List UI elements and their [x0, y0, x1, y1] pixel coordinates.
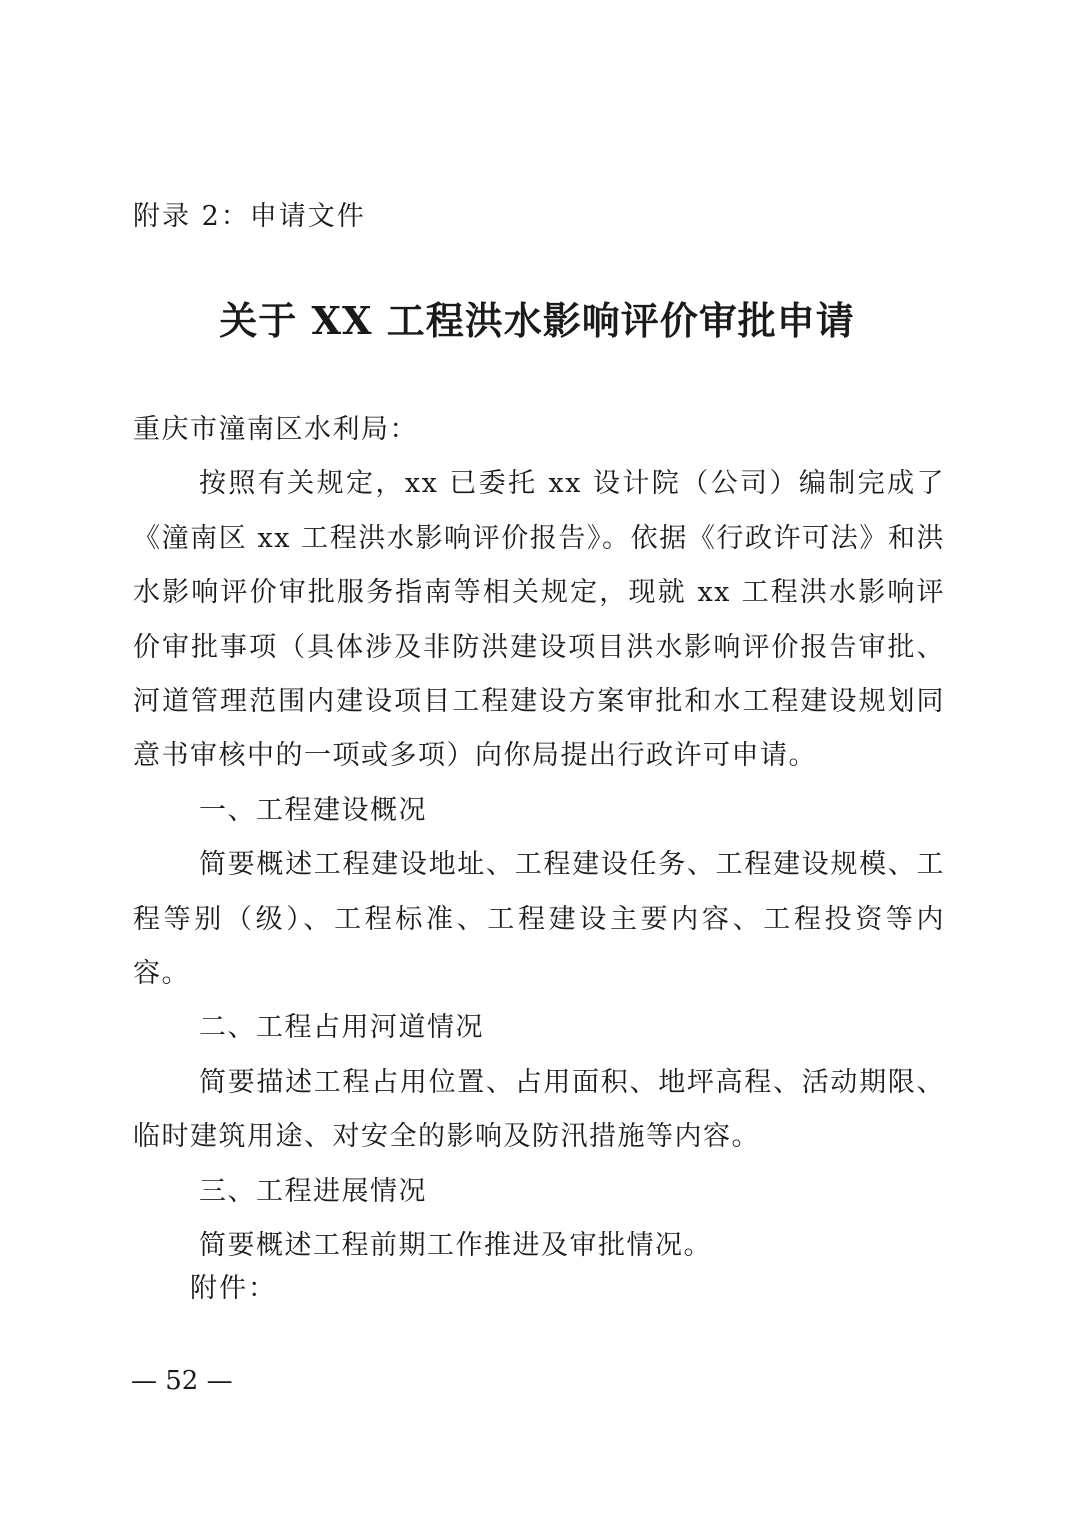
- section-content: 简要概述工程建设地址、工程建设任务、工程建设规模、工程等别（级）、工程标准、工程建设主要内容、工程投资等内容。: [133, 849, 945, 990]
- section-heading: 二、工程占用河道情况: [199, 1012, 484, 1044]
- document-title: 关于 XX 工程洪水影响评价审批申请: [219, 298, 855, 343]
- appendix-label: 附录 2：申请文件: [133, 201, 366, 232]
- document-body: [133, 403, 945, 1274]
- attachment-label: 附件：: [190, 1273, 277, 1304]
- intro-paragraph: 按照有关规定，xx 已委托 xx 设计院（公司）编制完成了《潼南区 xx 工程洪水影响评价报告》。依据《行政许可法》和洪水影响评价审批服务指南等相关规定，现就 xx 工程洪水影响评价审批事项（具体涉及非防洪建设项目洪水影响评价报告审批、河道管理范围内建设项目工程建设方案审批和水工程建设规划同意书审核中的一项或多项）向你局提出行政许可申请。: [133, 468, 945, 772]
- section-heading: 一、工程建设概况: [199, 794, 427, 826]
- addressee: 重庆市潼南区水利局：: [133, 414, 418, 445]
- section-content: 简要描述工程占用位置、占用面积、地坪高程、活动期限、临时建筑用途、对安全的影响及防汛措施等内容。: [133, 1066, 945, 1153]
- section-content: 简要概述工程前期工作推进及审批情况。: [199, 1230, 712, 1262]
- page-number: — 52 —: [131, 1366, 233, 1396]
- section-heading: 三、工程进展情况: [199, 1175, 427, 1207]
